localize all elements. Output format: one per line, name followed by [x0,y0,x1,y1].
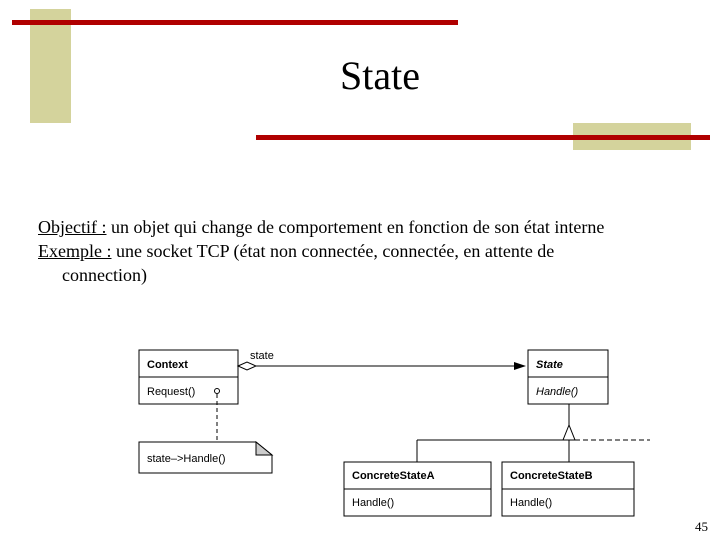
state-operation: Handle() [536,386,579,398]
concrete-state-b-name: ConcreteStateB [510,470,593,482]
context-class [139,350,238,404]
example-text-line2: connection) [62,265,147,285]
note-anchor [215,389,220,394]
state-association [238,350,526,370]
concrete-state-b-operation: Handle() [510,497,553,509]
objective-text: un objet qui change de comportement en fonction de son état interne [106,217,605,237]
example-label: Exemple : [38,241,112,261]
association-label: state [250,350,274,362]
implementation-note [139,442,272,473]
concrete-state-a-class [344,462,491,516]
concrete-state-b-class [502,462,634,516]
slide-title: State [340,53,420,98]
concrete-state-a-name: ConcreteStateA [352,470,435,482]
state-class [528,350,608,404]
context-operation: Request() [147,386,196,398]
objective-label: Objectif : [38,217,107,237]
inheritance-triangle [563,425,575,440]
association-arrowhead [514,362,526,370]
inheritance-tree [417,404,650,462]
example-text-line1: une socket TCP (état non connectée, connectée, en attente de [111,241,555,261]
context-class-name: Context [147,359,188,371]
aggregation-diamond [238,362,256,370]
page-number: 45 [695,519,708,534]
concrete-state-a-operation: Handle() [352,497,395,509]
note-text: state–>Handle() [147,453,226,465]
state-class-name: State [536,359,563,371]
